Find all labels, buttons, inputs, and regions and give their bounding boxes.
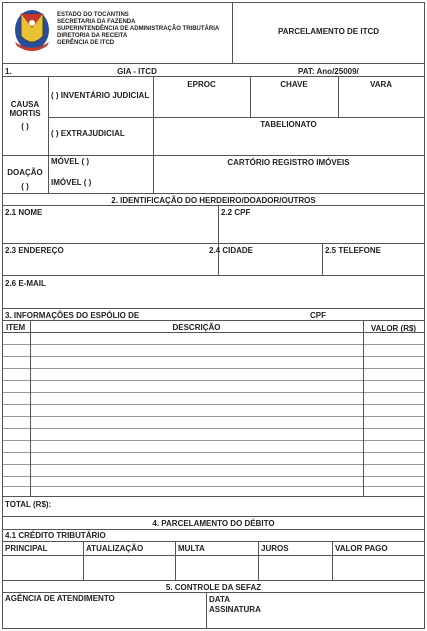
section-4-title: 4. PARCELAMENTO DO DÉBITO [152,519,275,528]
section-3-title: 3. INFORMAÇÕES DO ESPÓLIO DE [5,311,140,320]
chave-field-label: CHAVE [280,80,308,89]
column-valor: VALOR (R$) [370,324,417,333]
causa-mortis-checkbox[interactable]: ( ) [21,122,29,131]
doacao-checkbox[interactable]: ( ) [21,182,29,191]
total-label: TOTAL (R$): [5,500,52,509]
section-2-title: 2. IDENTIFICAÇÃO DO HERDEIRO/DOADOR/OUTROS [111,196,316,205]
gia-itcd-label: GIA - ITCD [117,67,157,76]
extrajudicial-option[interactable]: ( ) EXTRAJUDICIAL [51,129,125,138]
assinatura-field-label: ASSINATURA [209,605,261,614]
section-1-number: 1. [5,67,12,76]
atualizacao-field-label: ATUALIZAÇÃO [86,544,144,553]
org-line: SUPERINTENDÊNCIA DE ADMINISTRAÇÃO TRIBUTÁRIA [57,26,220,32]
nome-field-label: 2.1 NOME [5,208,43,217]
pat-label: PAT: Ano/25009/ [298,67,359,76]
agencia-field-label: AGÊNCIA DE ATENDIMENTO [5,594,115,603]
section-5-title: 5. CONTROLE DA SEFAZ [165,583,262,592]
principal-field-label: PRINCIPAL [5,544,48,553]
causa-mortis-label: CAUSA MORTIS [9,100,41,118]
state-coat-of-arms-logo [13,6,51,54]
endereco-field-label: 2.3 ENDEREÇO [5,246,64,255]
cidade-field-label: 2.4 CIDADE [209,246,254,255]
org-line: ESTADO DO TOCANTINS [57,12,129,18]
cpf-field-label: 2.2 CPF [221,208,251,217]
imovel-option[interactable]: IMÓVEL ( ) [51,178,92,187]
column-descricao: DESCRIÇÃO [172,323,221,332]
multa-field-label: MULTA [178,544,205,553]
cartorio-field-label: CARTÓRIO REGISTRO IMÓVEIS [227,158,350,167]
org-line: GERÊNCIA DE ITCD [57,40,115,46]
inventario-judicial-option[interactable]: ( ) INVENTÁRIO JUDICIAL [51,91,150,100]
column-item: ITEM [6,323,26,332]
org-line: SECRETARIA DA FAZENDA [57,19,136,25]
juros-field-label: JUROS [261,544,289,553]
tabelionato-field-label: TABELIONATO [260,120,317,129]
valor-pago-field-label: VALOR PAGO [335,544,388,553]
form-title: PARCELAMENTO DE ITCD [277,27,380,36]
credito-tributario-subtitle: 4.1 CRÉDITO TRIBUTÁRIO [5,531,106,540]
doacao-label: DOAÇÃO [7,168,43,177]
telefone-field-label: 2.5 TELEFONE [325,246,382,255]
data-field-label: DATA [209,595,231,604]
movel-option[interactable]: MÓVEL ( ) [51,157,90,166]
eproc-field-label: EPROC [187,80,216,89]
vara-field-label: VARA [369,80,393,89]
email-field-label: 2.6 E-MAIL [5,279,46,288]
header-organization-lines [57,12,219,47]
espolio-cpf-label: CPF [310,311,326,320]
org-line: DIRETORIA DA RECEITA [57,33,128,39]
